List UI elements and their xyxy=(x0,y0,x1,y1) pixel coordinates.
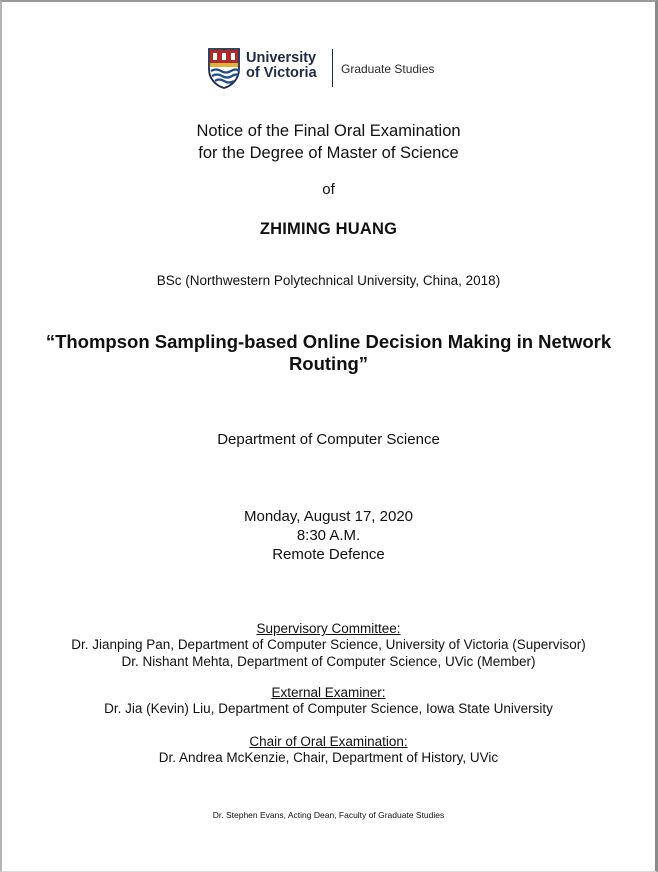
thesis-title-line-2: Routing” xyxy=(288,353,369,374)
committee-member: Dr. Jianping Pan, Department of Computer Science, University of Victoria (Supervisor) xyxy=(71,637,586,652)
department: Department of Computer Science xyxy=(217,431,440,448)
unit-name: Graduate Studies xyxy=(341,62,435,76)
exam-time: 8:30 A.M. xyxy=(296,527,361,544)
external-examiner-member: Dr. Jia (Kevin) Liu, Department of Computer Science, Iowa State University xyxy=(104,701,553,716)
logo-divider xyxy=(332,49,333,87)
university-logo xyxy=(207,47,457,89)
committee-member: Dr. Nishant Mehta, Department of Computer Science, UVic (Member) xyxy=(121,654,536,669)
exam-schedule xyxy=(2,507,655,564)
prior-degree: BSc (Northwestern Polytechnical University, China, 2018) xyxy=(156,273,501,288)
supervisory-committee-section xyxy=(2,621,655,670)
exam-location: Remote Defence xyxy=(272,546,385,563)
logo-line-2: of Victoria xyxy=(246,65,317,81)
notice-line-1: Notice of the Final Oral Examination xyxy=(196,122,461,140)
candidate-name: ZHIMING HUANG xyxy=(259,220,398,238)
thesis-title xyxy=(22,331,635,375)
chair-heading: Chair of Oral Examination: xyxy=(249,734,408,749)
university-wordmark xyxy=(246,51,317,81)
logo-line-1: University xyxy=(246,50,317,66)
thesis-title-line-1: “Thompson Sampling-based Online Decision Making in Network xyxy=(45,331,612,352)
notice-heading xyxy=(2,120,655,164)
of-text: of xyxy=(322,181,335,198)
chair-member: Dr. Andrea McKenzie, Chair, Department of History, UVic xyxy=(158,750,499,765)
external-examiner-section xyxy=(2,685,655,717)
external-examiner-heading: External Examiner: xyxy=(271,685,386,700)
uvic-crest-icon xyxy=(207,47,241,89)
supervisory-committee-heading: Supervisory Committee: xyxy=(256,621,401,636)
dean-signature-line: Dr. Stephen Evans, Acting Dean, Faculty of Graduate Studies xyxy=(212,810,445,820)
chair-section xyxy=(2,734,655,766)
exam-date: Monday, August 17, 2020 xyxy=(243,508,413,525)
notice-line-2: for the Degree of Master of Science xyxy=(198,144,459,162)
